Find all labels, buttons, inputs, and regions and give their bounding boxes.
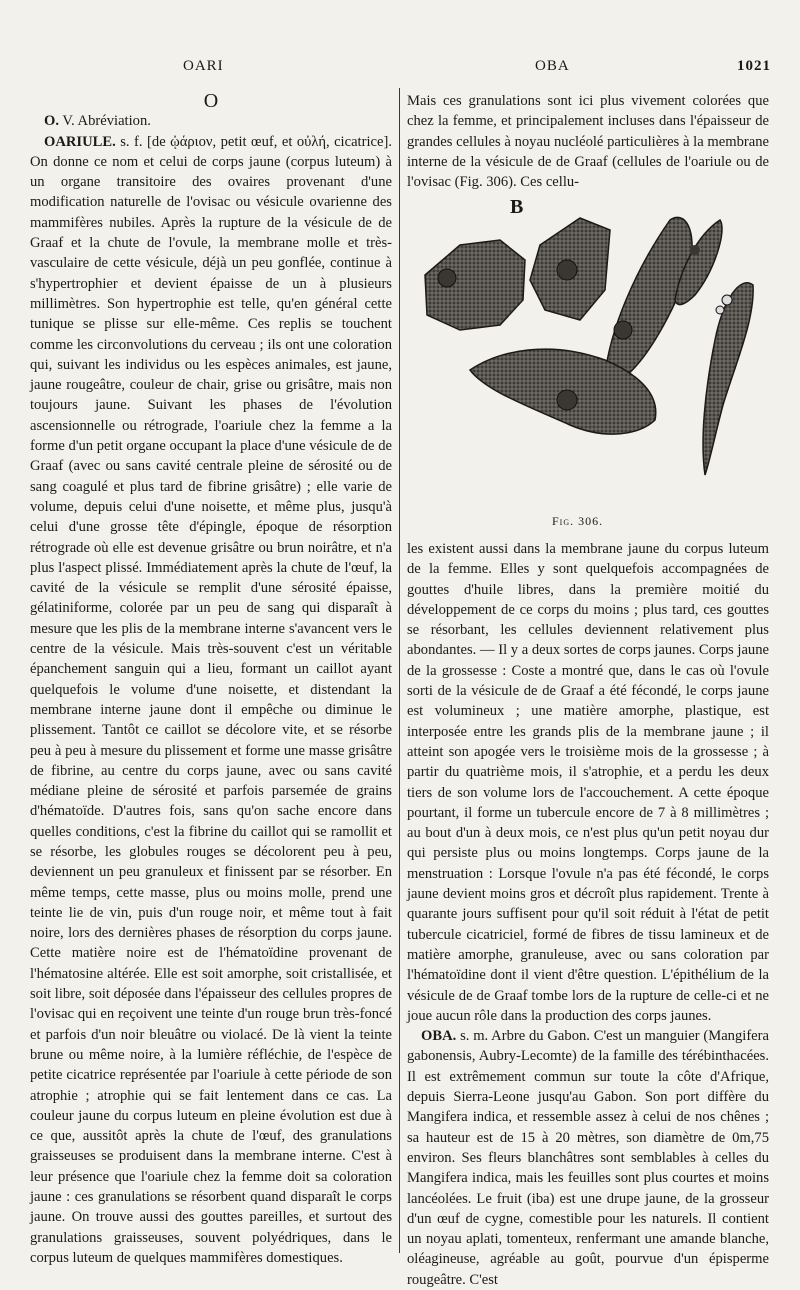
epithelial-cell-icon xyxy=(425,240,525,330)
right-column-top xyxy=(407,91,769,192)
figure-306 xyxy=(405,190,773,490)
column-rule xyxy=(399,88,400,1253)
headword: O. xyxy=(44,113,59,130)
left-column xyxy=(30,91,392,1268)
entry-o xyxy=(30,111,392,131)
epithelial-cell-icon xyxy=(530,218,610,320)
entry-text: s. f. [de ᾠάριον, petit œuf, et οὐλή, cicatrice]. On donne ce nom et celui de corps jaune (corpus luteum) à un organe transitoire des ovaires provenant d'une modification naturelle de l'ovisac ou vésicule ovarienne des mammifères nubiles. Après la rupture de la vésicule de de Graaf et la chute de l'ovule, la membrane molle et très-vasculaire de cette vésicule, déjà un peu gonflée, continue à s'hypertrophier et devient épaisse de un à plusieurs millimètres. Son hypertrophie est telle, qu'en général cette tunique se plisse sur elle-même. Ces replis se touchent comme les circonvolutions du cerveau ; ils ont une coloration qui, suivant les individus ou les espèces animales, est jaune, jaune rougeâtre, couleur de chair, grise ou grisâtre, mais non toujours jaune. Suivant les phases de l'évolution ascensionnelle ou rétrograde, l'oariule chez la femme a la forme d'un petit organe occupant la place d'une vésicule de de Graaf (avec ou sans cavité centrale pleine de sérosité ou de sang coagulé et plus tard de fibrine grisâtre) ; elle varie de volume, depuis celui d'une noisette, et même plus, jusqu'à celui d'une grosse tête d'épingle, époque de résorption rétrograde où elle est devenue grisâtre ou brun noirâtre, et n'a plus l'aspect plissé. Immédiatement après la chute de l'œuf, la cavité de la vésicule se remplit d'une sérosité épaisse, gélatiniforme, colorée par un peu de sang qui disparaît à mesure que les plis de la membrane interne s'avancent vers le centre de la vésicule. Mais très-souvent c'est un véritable épanchement sanguin qui a lieu, formant un caillot ayant quelquefois le volume d'une noisette, et distendant la membrane interne jaune dont il empêche ou diminue le plissement. Tantôt ce caillot se décolore vite, et se résorbe peu à peu à mesure du plissement et forme une masse grisâtre de fibrine, au centre du corps jaune, avec ou sans cavité médiane pleine de sérosité et parfois parsemée de grains d'hématoïde. D'autres fois, sans qu'on sache encore dans quelles conditions, c'est la fibrine du caillot qui se ramollit et se résorbe, les globules rouges se décolorent peu à peu, deviennent un peu granuleux et finissent par se résorber. En même temps, cette masse, plus ou moins molle, prend une teinte lie de vin, puis d'un rouge noir, et même tout à fait noire, lors des dernières phases de résorption du corps jaune. Cette matière noire est de l'hématoïdine provenant de l'hématosine altérée. Elle est soit amorphe, soit cristallisée, et soit libre, soit déposée dans l'épaisseur des cellules propres de l'ovisac qui en reçoivent une teinte d'un rouge brun très-foncé et parfois d'un noir bleuâtre ou violacé. De là vient la teinte brune ou même noire, à la lumière réfléchie, de l'espèce de petite cicatrice représentée par l'oariule à cette période de son atrophie ; atrophie qui se fait lentement dans ce cas. La couleur jaune du corpus luteum en pleine évolution est due à ce que, aussitôt après la chute de l'œuf, des granulations graisseuses se produisent dans la membrane interne. C'est à leur présence que l'oariule chez la femme doit sa coloration jaune : ces granulations se résorbent quand disparaît le corps jaune. On trouve aussi des gouttes pareilles, et surtout des granulations graisseuses, souvent polyédriques, dans le corpus luteum de quelques mammifères domestiques. xyxy=(30,133,392,1266)
spindle-cell-icon xyxy=(703,283,753,475)
figure-label: B xyxy=(510,196,524,218)
entry-oba xyxy=(407,1026,769,1290)
headword: OBA. xyxy=(421,1028,457,1045)
section-letter: O xyxy=(203,90,219,112)
entry-text: s. m. Arbre du Gabon. C'est un manguier (Mangifera gabonensis, Aubry-Lecomte) de la famille des térébinthacées. Il est extrêmement commun sur toute la côte d'Afrique, depuis Sierra-Leone jusqu'au Gabon. Son port diffère du Mangifera indica, et ressemble assez à celui de nos chênes ; sa hauteur est de 15 à 20 mètres, son diamètre de 0m,75 environ. Ses fleurs blanchâtres sont semblables à celles du Mangifera indica, mais les feuilles sont plus courtes et moins lancéolées. Le fruit (iba) est une drupe jaune, de la grosseur d'un œuf de cygne, comestible pour les naturels. Il contient un noyau aplati, tomenteux, renfermant une amande blanche, oléagineuse, agréable au goût, pourvue d'un épisperme rougeâtre. C'est xyxy=(407,1028,769,1288)
headword: OARIULE. xyxy=(44,133,116,150)
entry-oariule xyxy=(30,132,392,1269)
page-number: 1021 xyxy=(737,58,771,74)
right-column-bottom xyxy=(407,539,769,1290)
running-head-right: OBA xyxy=(535,58,570,74)
running-head-left: OARI xyxy=(183,58,224,74)
continued-text: Mais ces granulations sont ici plus vivement colorées que chez la femme, et principalement incluses dans l'épaisseur de grandes cellules à noyau nucléolé particulières à la membrane interne de la vésicule de de Graaf (cellules de l'oariule ou de l'ovisac (Fig. 306). Ces cellu- xyxy=(407,93,769,191)
entry-text: V. Abréviation. xyxy=(62,113,151,130)
continued-text: les existent aussi dans la membrane jaune du corpus luteum de la femme. Elles y sont quelquefois accompagnées de gouttes d'huile libres, dans la première moitié du développement de ce corps du moins ; plus tard, ces gouttes se résorbant, les cellules deviennent relativement plus abondantes. — Il y a deux sortes de corps jaunes. Corps jaune de la grossesse : Coste a montré que, dans le cas où l'ovule sorti de la vésicule de de Graaf a été fécondé, le corps jaune est volumineux ; une matière amorphe, plastique, est interposée entre les grands plis de la membrane jaune ; il atteint son apogée vers le troisième mois de la grossesse ; à partir du quatrième mois, il s'atrophie, et a perdu les deux tiers de son volume lors de l'accouchement. A cette époque pourtant, il forme un tubercule encore de 7 à 8 millimètres ; au bout d'un à deux mois, ce n'est plus qu'un petit noyau dur qui persiste plus ou moins longtemps. Corps jaune de la menstruation : Lorsque l'ovule n'a pas été fécondé, le corps jaune devient moins gros et décroît plus rapidement. Trente à quarante jours suffisent pour qu'il soit réduit à l'état de petit tubercule cicatriciel, formé de fibres de tissu lamineux et de matière amorphe, granuleuse, avec ou sans coloration par l'hématoïdine dont il vient d'être question. L'épithélium de la vésicule de de Graaf tombe lors de la rupture de celle-ci et ne joue aucun rôle dans la production des corps jaunes. xyxy=(407,541,769,1024)
figure-caption: Fig. 306. xyxy=(552,514,604,528)
